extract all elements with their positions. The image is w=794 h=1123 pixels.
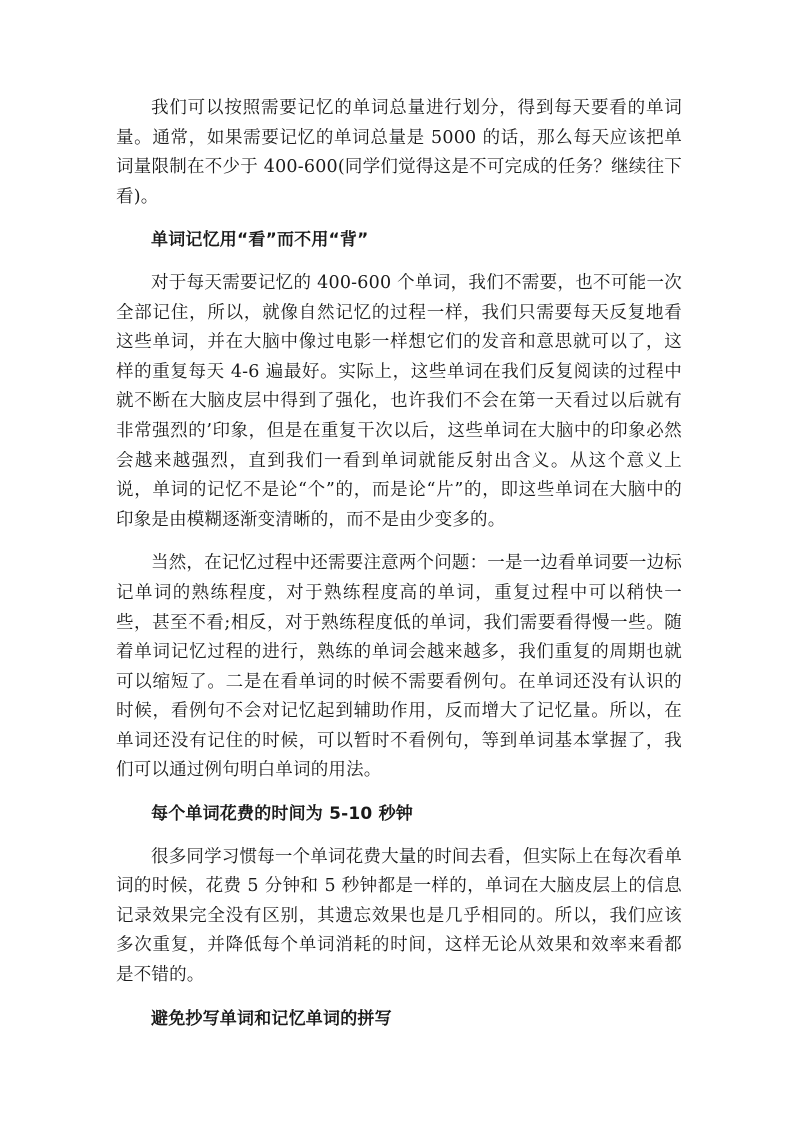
heading-time-per-word: 每个单词花费的时间为 5-10 秒钟 [151,804,413,825]
document-body [116,94,682,1034]
paragraph-two-issues: 当然，在记忆过程中还需要注意两个问题：一是一边看单词要一边标记单词的熟练程度，对于熟练程度高的单词，重复过程中可以稍快一些，甚至不看;相反，对于熟练程度低的单词，我们需要看得慢一些。随着单词记忆过程的进行，熟练的单词会越来越多，我们重复的周期也就可以缩短了。二是在看单词的时候不需要看例句。在单词还没有认识的时候，看例句不会对记忆起到辅助作用，反而增大了记忆量。所以，在单词还没有记住的时候，可以暂时不看例句，等到单词基本掌握了，我们可以通过例句明白单词的用法。 [116,553,682,781]
spacer [116,535,682,549]
spacer [116,991,682,1005]
heading-avoid-copying: 避免抄写单词和记忆单词的拼写 [151,1008,392,1029]
paragraph-daily-word-count: 我们可以按照需要记忆的单词总量进行划分，得到每天要看的单词量。通常，如果需要记忆的单词总量是 5000 的话，那么每天应该把单词量限制在不少于 400-600(同学们觉得这是不可完成的任务？继续往下看)。 [116,98,682,207]
paragraph-repeated-viewing: 对于每天需要记忆的 400-600 个单词，我们不需要，也不可能一次全部记住，所以，就像自然记忆的过程一样，我们只需要每天反复地看这些单词，并在大脑中像过电影一样想它们的发音和意思就可以了，这样的重复每天 4-6 遍最好。实际上，这些单词在我们反复阅读的过程中就不断在大脑皮层中得到了强化，也许我们不会在第一天看过以后就有非常强烈的’印象，但是在重复干次以后，这些单词在大脑中的印象必然会越来越强烈，直到我们一看到单词就能反射出含义。从这个意义上说，单词的记忆不是论“个”的，而是论“片”的，即这些单词在大脑中的印象是由模糊逐渐变清晰的，而不是由少变多的。 [116,272,682,530]
spacer [116,256,682,269]
heading-look-not-memorize: 单词记忆用“看”而不用“背” [151,230,369,251]
spacer [116,830,682,843]
spacer [116,786,682,800]
spacer [116,212,682,226]
paragraph-time-spent: 很多同学习惯每一个单词花费大量的时间去看，但实际上在每次看单词的时候，花费 5 分钟和 5 秒钟都是一样的，单词在大脑皮层上的信息记录效果完全没有区别，其遗忘效果也是几乎相同的。所以，我们应该多次重复，并降低每个单词消耗的时间，这样无论从效果和效率来看都是不错的。 [116,846,682,986]
